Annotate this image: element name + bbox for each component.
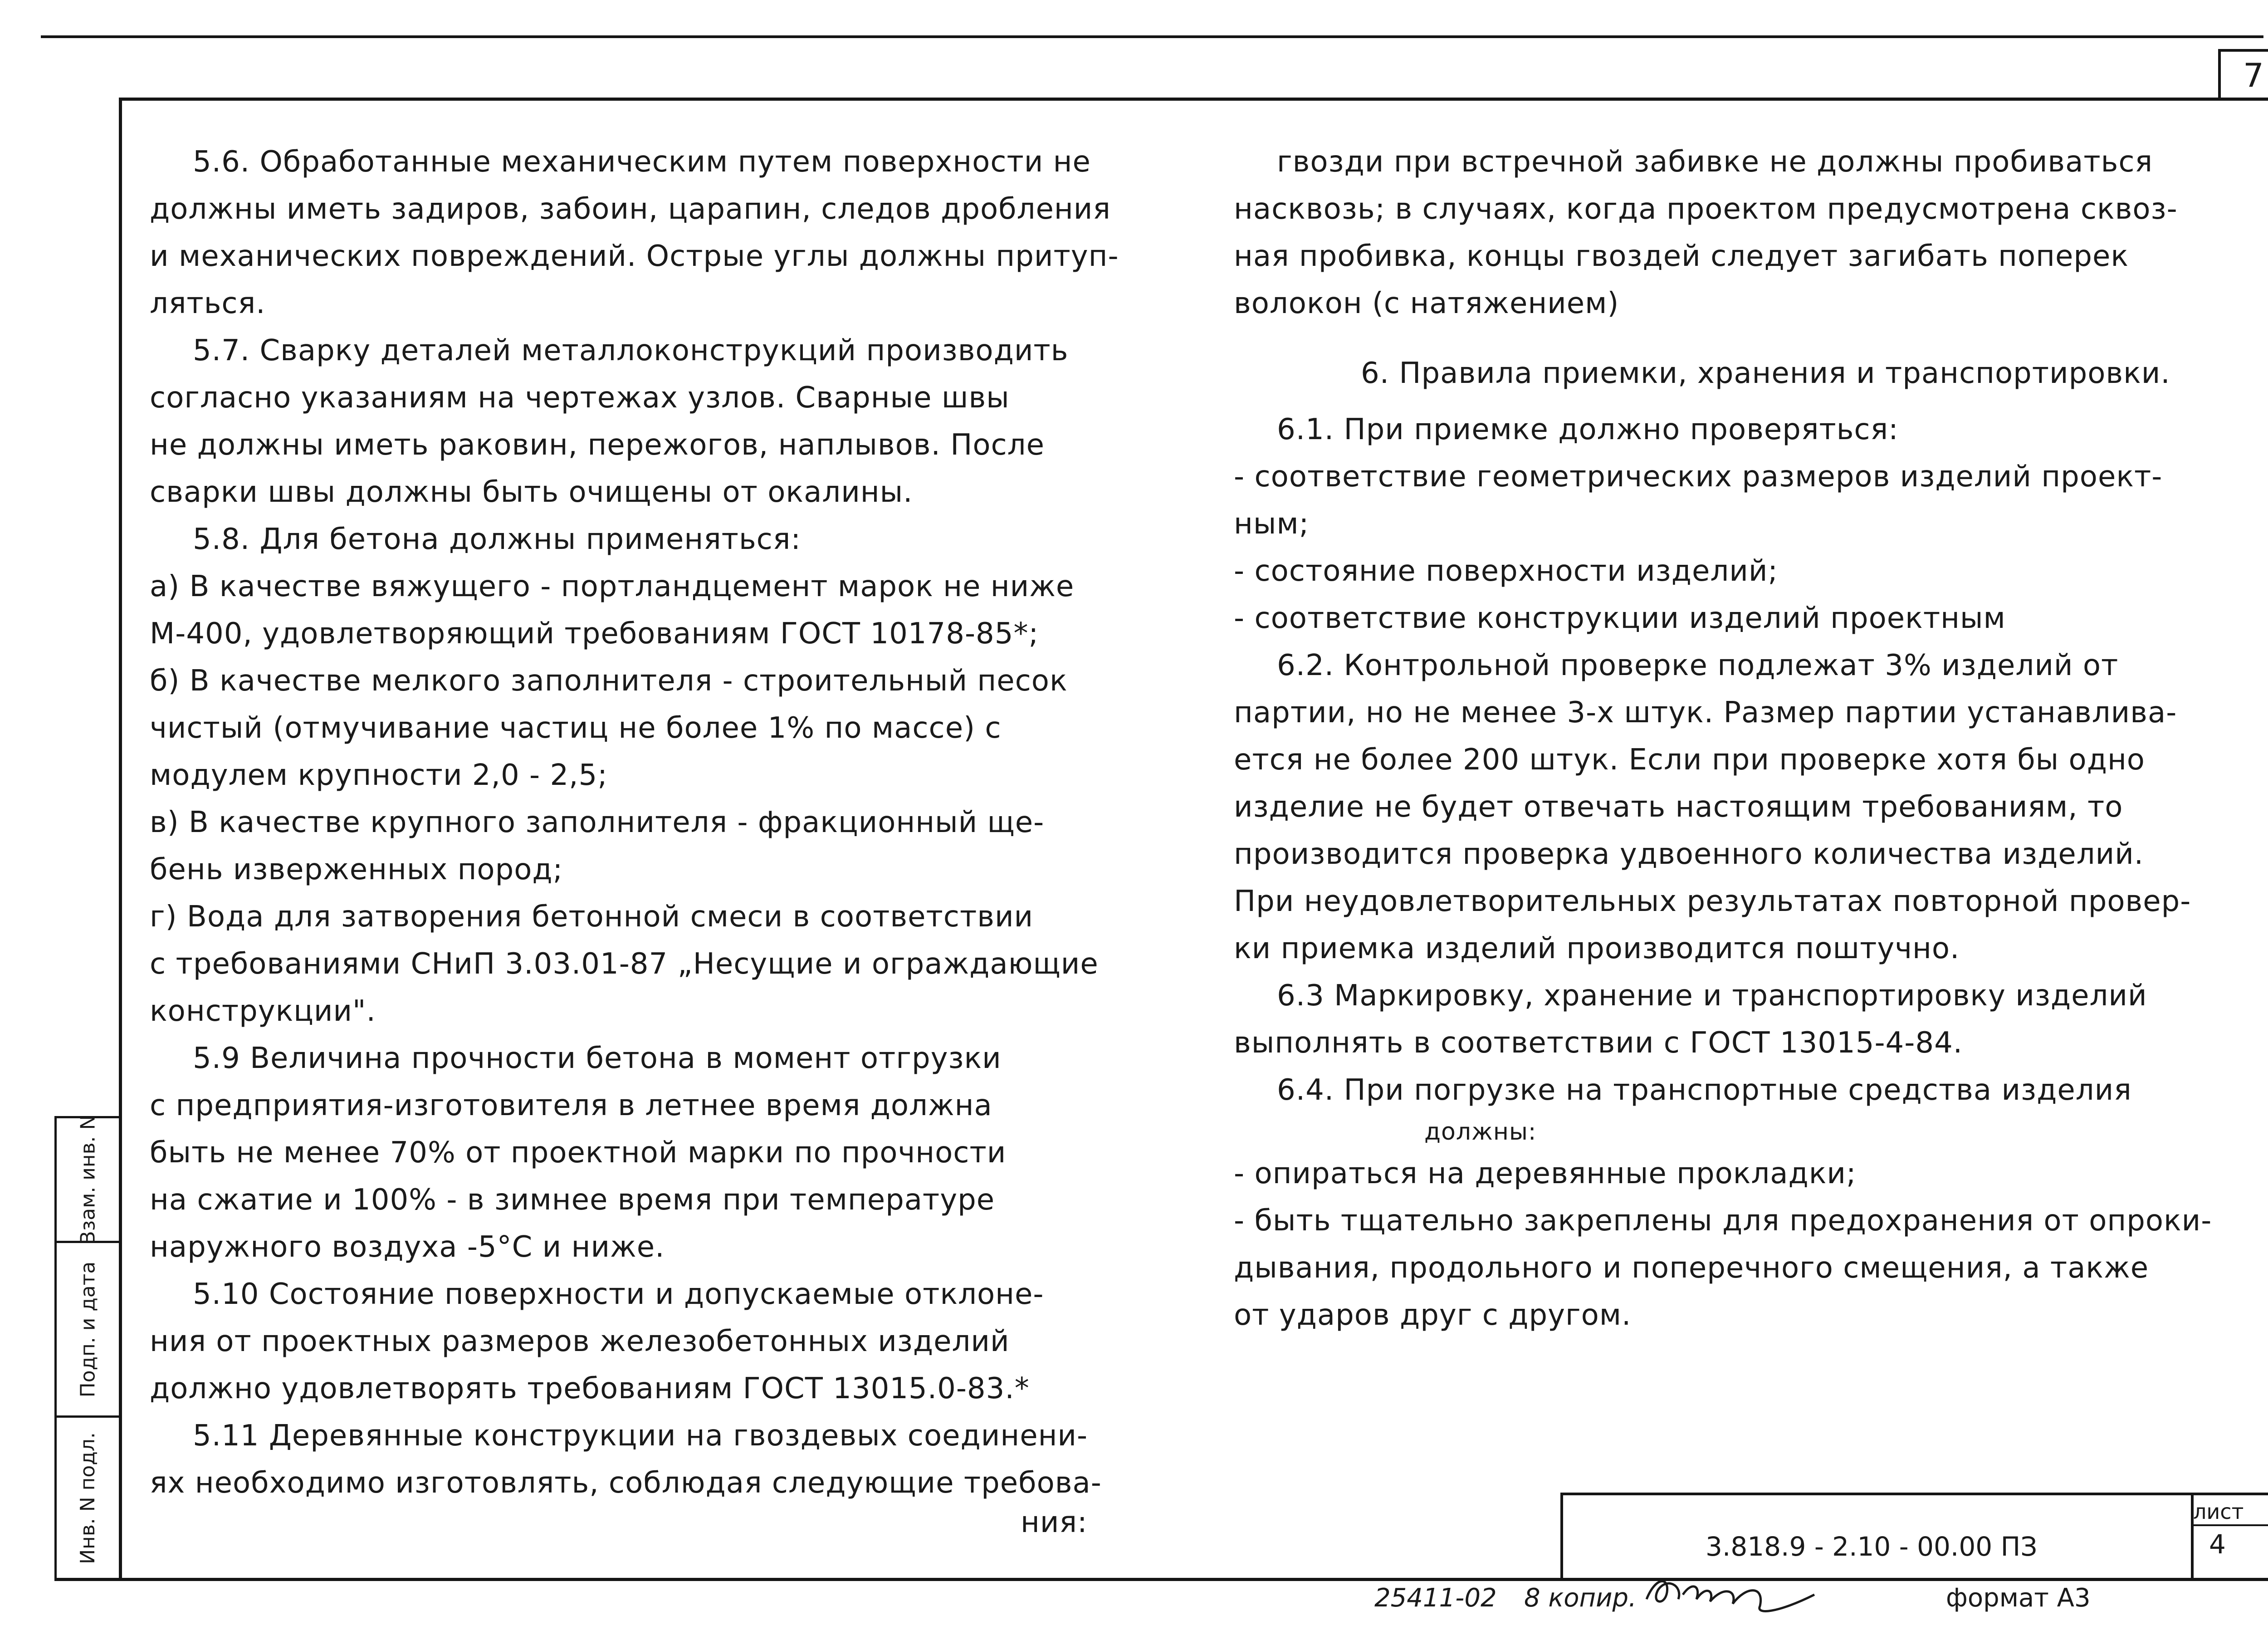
side-stamp-replacement-text: Взам. инв. N — [76, 1115, 99, 1244]
left-line: 5.6. Обработанные механическим путем поверхности не — [193, 145, 1091, 179]
left-line: быть не менее 70% от проектной марки по прочности — [150, 1136, 1007, 1170]
side-stamp-replacement — [57, 1115, 119, 1244]
side-stamp-sign-date-text: Подп. и дата — [76, 1261, 100, 1397]
copy-label: 8 копир. — [1524, 1583, 1637, 1613]
right-line: выполнять в соответствии с ГОСТ 13015-4-84. — [1234, 1026, 1963, 1060]
side-stamp-inv-original-text: Инв. N подл. — [76, 1432, 99, 1564]
side-stamp-sign-date — [57, 1243, 119, 1415]
right-line: ется не более 200 штук. Если при проверке хотя бы одно — [1234, 743, 2145, 777]
left-line: конструкции". — [150, 994, 376, 1028]
right-line: производится проверка удвоенного количества изделий. — [1234, 837, 2144, 871]
right-line: от ударов друг с другом. — [1234, 1298, 1632, 1332]
left-line: в) В качестве крупного заполнителя - фракционный ще- — [150, 806, 1045, 839]
left-line: наружного воздуха -5°С и ниже. — [150, 1230, 665, 1264]
signature-mark — [1642, 1567, 1833, 1617]
frame-bottom — [54, 1578, 2268, 1581]
right-line: - соответствие конструкции изделий проектным — [1234, 602, 2006, 635]
left-line: должно удовлетворять требованиям ГОСТ 13015.0-83.* — [150, 1372, 1030, 1405]
left-line: а) В качестве вяжущего - портландцемент марок не ниже — [150, 570, 1075, 603]
right-line: гвозди при встречной забивке не должны пробиваться — [1277, 145, 2153, 179]
left-line: 5.10 Состояние поверхности и допускаемые отклоне- — [193, 1278, 1044, 1311]
left-line: 5.11 Деревянные конструкции на гвоздевых соединени- — [193, 1419, 1088, 1453]
right-line: - быть тщательно закреплены для предохранения от опроки- — [1234, 1204, 2212, 1238]
sheet-number: 7 — [2243, 56, 2264, 94]
title-block-top — [1560, 1493, 2268, 1495]
left-line: ях необходимо изготовлять, соблюдая следующие требова- — [150, 1466, 1102, 1500]
right-line: должны: — [1424, 1118, 1537, 1146]
top-rule — [41, 35, 2263, 38]
right-line: 6.4. При погрузке на транспортные средства изделия — [1277, 1073, 2132, 1107]
left-line: ляться. — [150, 287, 266, 320]
document-code: 3.818.9 - 2.10 - 00.00 ПЗ — [1706, 1531, 2038, 1562]
left-line: 5.7. Сварку деталей металлоконструкций производить — [193, 334, 1069, 367]
section-heading: 6. Правила приемки, хранения и транспортировки. — [1361, 357, 2170, 390]
left-line: с требованиями СНиП 3.03.01-87 „Несущие и ограждающие — [150, 947, 1099, 981]
left-line: ния: — [1021, 1506, 1088, 1539]
right-line: волокон (с натяжением) — [1234, 287, 1619, 320]
left-line: должны иметь задиров, забоин, царапин, следов дробления — [150, 192, 1111, 226]
right-column — [1234, 138, 2268, 1339]
left-column — [150, 138, 1193, 1538]
right-line: насквозь; в случаях, когда проектом предусмотрена сквоз- — [1234, 192, 2178, 226]
right-line: - соответствие геометрических размеров изделий проект- — [1234, 460, 2163, 494]
title-block-left — [1560, 1493, 1563, 1579]
left-line: с предприятия-изготовителя в летнее время должна — [150, 1089, 992, 1122]
right-line: 6.2. Контрольной проверке подлежат 3% изделий от — [1277, 649, 2119, 682]
list-number: 4 — [2209, 1529, 2226, 1560]
format-label: формат А3 — [1946, 1583, 2091, 1613]
list-label: лист — [2193, 1499, 2244, 1524]
right-line: ная пробивка, концы гвоздей следует загибать поперек — [1234, 240, 2129, 273]
right-line: ным; — [1234, 507, 1310, 541]
frame-left — [119, 98, 122, 1581]
left-line: согласно указаниям на чертежах узлов. Сварные швы — [150, 381, 1010, 415]
left-line: 5.8. Для бетона должны применяться: — [193, 523, 801, 556]
title-block-list-rule — [2191, 1524, 2268, 1526]
frame-top — [119, 98, 2268, 101]
left-line: М-400, удовлетворяющий требованиям ГОСТ 10178-85*; — [150, 617, 1039, 651]
right-line: дывания, продольного и поперечного смещения, а также — [1234, 1251, 2149, 1285]
right-line: изделие не будет отвечать настоящим требованиям, то — [1234, 790, 2123, 824]
left-line: модулем крупности 2,0 - 2,5; — [150, 759, 608, 792]
right-line: - опираться на деревянные прокладки; — [1234, 1157, 1857, 1190]
left-line: сварки швы должны быть очищены от окалины. — [150, 475, 913, 509]
left-line: на сжатие и 100% - в зимнее время при температуре — [150, 1183, 995, 1217]
right-line: ки приемка изделий производится поштучно. — [1234, 932, 1960, 965]
left-line: чистый (отмучивание частиц не более 1% по массе) с — [150, 711, 1002, 745]
left-line: г) Вода для затворения бетонной смеси в соответствии — [150, 900, 1034, 934]
left-line: и механических повреждений. Острые углы должны притуп- — [150, 240, 1119, 273]
right-line: партии, но не менее 3-х штук. Размер партии устанавлива- — [1234, 696, 2177, 729]
right-line: - состояние поверхности изделий; — [1234, 554, 1778, 588]
side-stamp-inv-original — [57, 1418, 119, 1579]
order-number: 25411-02 — [1374, 1583, 1497, 1613]
left-line: не должны иметь раковин, пережогов, наплывов. После — [150, 428, 1045, 462]
right-line: При неудовлетворительных результатах повторной провер- — [1234, 885, 2191, 918]
left-line: ния от проектных размеров железобетонных изделий — [150, 1325, 1010, 1358]
right-line: 6.3 Маркировку, хранение и транспортировку изделий — [1277, 979, 2147, 1013]
right-line: 6.1. При приемке должно проверяться: — [1277, 413, 1899, 446]
left-line: бень изверженных пород; — [150, 853, 563, 886]
left-line: б) В качестве мелкого заполнителя - строительный песок — [150, 664, 1068, 698]
left-line: 5.9 Величина прочности бетона в момент отгрузки — [193, 1042, 1002, 1075]
